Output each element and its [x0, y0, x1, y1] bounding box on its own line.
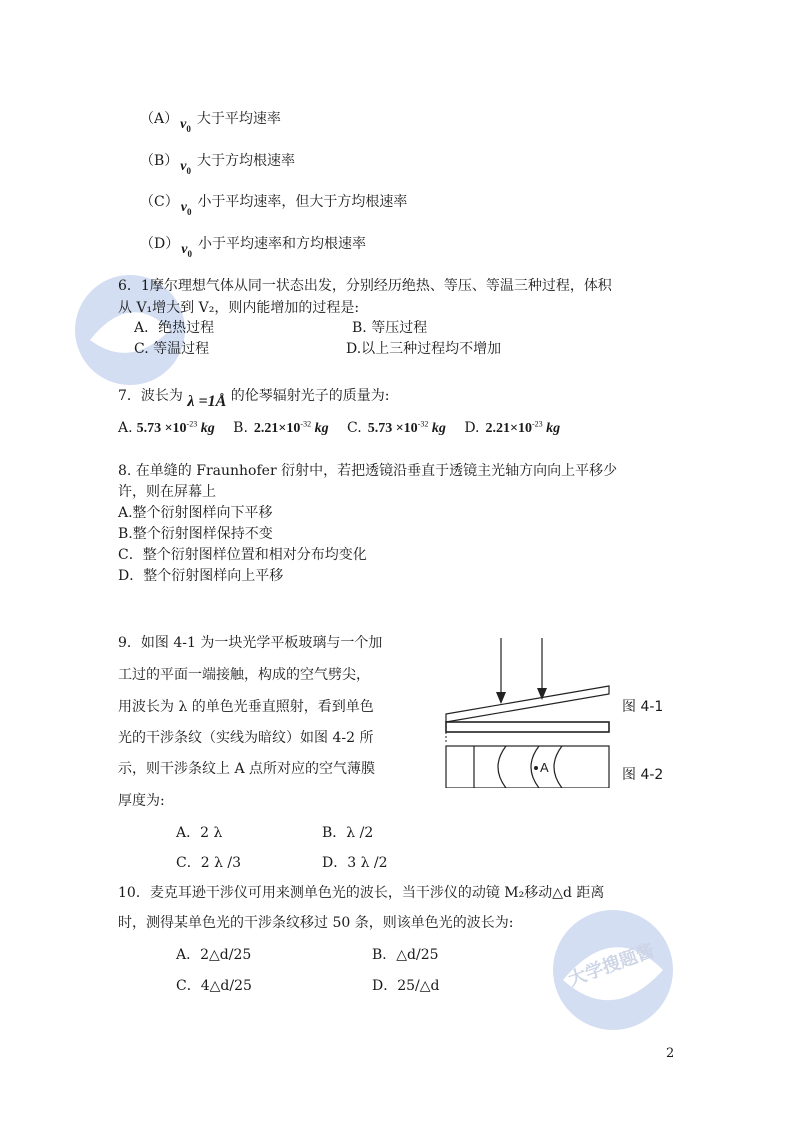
- q6-option-c: C. 等温过程: [134, 341, 210, 357]
- figure-4-1-label: 图 4-1: [622, 699, 664, 715]
- q8-option-a: A.整个衍射图样向下平移: [118, 505, 273, 521]
- q7-stem: 7．波长为 λ =1Å 的伦琴辐射光子的质量为:: [118, 388, 390, 410]
- arrowhead-1: [496, 692, 506, 704]
- q7-option-d: D. $2.21\times 10^{-23}$ kg: [464, 419, 561, 436]
- q9-line3: 用波长为 λ 的单色光垂直照射，看到单色: [118, 699, 374, 715]
- q10-option-d: D．25/△d: [372, 978, 440, 994]
- q9-line4: 光的干涉条纹（实线为暗纹）如图 4-2 所: [118, 730, 374, 746]
- q6-option-a: A．绝热过程: [134, 320, 215, 336]
- tilted-plate: [446, 686, 609, 722]
- q7-option-a: A. $5.73 \times 10^{-23}$ kg: [118, 419, 215, 436]
- q5-option-b: （B） $v_0$大于方均根速率: [140, 153, 296, 176]
- figure-4-2-label: 图 4-2: [622, 767, 664, 783]
- v0-symbol: $v_0$: [180, 159, 192, 176]
- air-wedge-figure: [444, 638, 614, 788]
- watermark-text: 大学搜题酱: [565, 940, 658, 991]
- q9-option-a: A．2 λ: [176, 825, 223, 841]
- v0-symbol: $v_0$: [180, 200, 192, 217]
- q8-option-d: D．整个衍射图样向上平移: [118, 568, 284, 584]
- q9-option-d: D．3 λ /2: [322, 855, 388, 871]
- fringe-3: [554, 746, 562, 788]
- v0-symbol: $v_0$: [180, 117, 191, 134]
- fringe-1: [498, 746, 506, 788]
- q6-line2: 从 V₁增大到 V₂，则内能增加的过程是:: [118, 300, 360, 316]
- fringe-pattern-box: [446, 746, 609, 788]
- q9-line2: 工过的平面一端接触，构成的空气劈尖，: [118, 667, 370, 683]
- q8-line1: 8. 在单缝的 Fraunhofer 衍射中，若把透镜沿垂直于透镜主光轴方向向上平移少: [118, 463, 618, 479]
- q8-option-c: C．整个衍射图样位置和相对分布均变化: [118, 547, 367, 563]
- q10-line1: 10．麦克耳逊干涉仪可用来测单色光的波长，当干涉仪的动镜 M₂移动△d 距离: [118, 885, 605, 901]
- q5-option-d: （D） $v_0$小于平均速率和方均根速率: [140, 236, 366, 259]
- q9-option-b: B．λ /2: [322, 825, 374, 841]
- q10-option-c: C．4△d/25: [176, 978, 252, 994]
- q7-option-c: C. $5.73 \times 10^{-32}$ kg: [347, 419, 446, 436]
- flat-glass-plate: [446, 722, 609, 732]
- q5-option-c: （C） $v_0$小于平均速率，但大于方均根速率: [140, 194, 408, 217]
- angstrom-symbol: Å: [215, 393, 227, 410]
- point-a-marker: [534, 766, 538, 770]
- v0-symbol: $v_0$: [181, 242, 192, 259]
- q7-options: [118, 419, 560, 437]
- point-a-label: A: [540, 760, 549, 775]
- q6-option-d: D.以上三种过程均不增加: [346, 341, 502, 357]
- q8-option-b: B.整个衍射图样保持不变: [118, 526, 273, 542]
- q6-line1: 6．1摩尔理想气体从同一状态出发，分别经历绝热、等压、等温三种过程，体积: [118, 278, 612, 294]
- q10-option-a: A．2△d/25: [176, 947, 252, 963]
- lambda-expression: λ =1Å: [187, 393, 227, 410]
- q10-line2: 时，测得某单色光的干涉条纹移过 50 条，则该单色光的波长为:: [118, 915, 514, 931]
- q7-option-b: B. $2.21\times 10^{-32}$ kg: [233, 419, 329, 436]
- q9-line1: 9．如图 4-1 为一块光学平板玻璃与一个加: [118, 635, 383, 651]
- q9-option-c: C．2 λ /3: [176, 855, 242, 871]
- q6-option-b: B. 等压过程: [352, 320, 428, 336]
- page-number: 2: [666, 1046, 675, 1061]
- watermark-logo-right: [548, 905, 678, 1035]
- q10-option-b: B．△d/25: [372, 947, 439, 963]
- q9-line5: 示，则干涉条纹上 A 点所对应的空气薄膜: [118, 761, 376, 777]
- q9-line6: 厚度为:: [118, 793, 165, 809]
- q8-line2: 许，则在屏幕上: [118, 484, 216, 500]
- q5-option-a: （A） $v_0$大于平均速率: [140, 111, 281, 134]
